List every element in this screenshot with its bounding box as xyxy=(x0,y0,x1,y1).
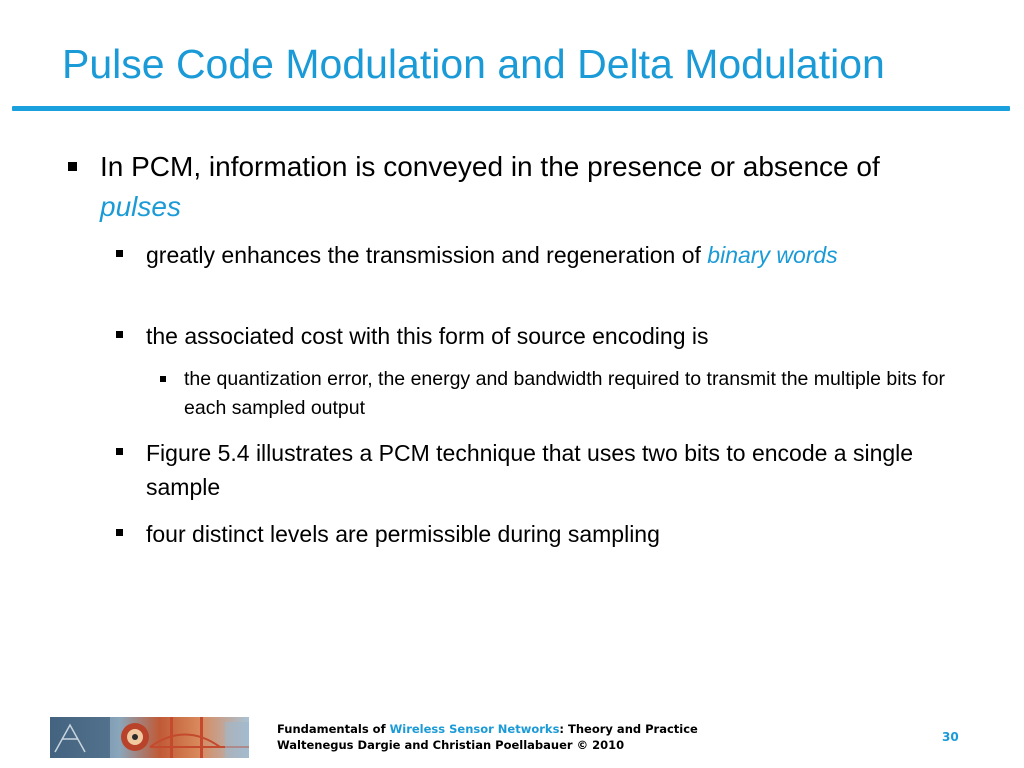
bullet-item xyxy=(146,517,936,551)
square-bullet-icon xyxy=(116,448,123,455)
banner-collage-icon xyxy=(50,717,249,758)
square-bullet-icon xyxy=(160,376,166,382)
square-bullet-icon xyxy=(116,250,123,257)
footer-prefix: Fundamentals of xyxy=(277,722,390,736)
bullet-item xyxy=(146,238,936,272)
footer-suffix: : Theory and Practice xyxy=(559,722,698,736)
bullet-item xyxy=(146,436,936,504)
page-number: 30 xyxy=(942,730,959,744)
bullet-text: the associated cost with this form of source encoding is xyxy=(146,323,709,349)
footer-credits xyxy=(277,721,698,753)
footer-line-1 xyxy=(277,721,698,737)
bullet-item xyxy=(184,365,974,423)
footer-line-2: Waltenegus Dargie and Christian Poellabauer © 2010 xyxy=(277,738,625,752)
bullet-text: Figure 5.4 illustrates a PCM technique that uses two bits to encode a single sample xyxy=(146,440,914,500)
bullet-item xyxy=(100,147,920,227)
bullet-highlight: binary words xyxy=(707,242,838,268)
bullet-highlight: pulses xyxy=(100,191,181,222)
title-underline xyxy=(12,106,1010,111)
square-bullet-icon xyxy=(68,162,77,171)
square-bullet-icon xyxy=(116,331,123,338)
bullet-text: the quantization error, the energy and bandwidth required to transmit the multiple bits for each sampled output xyxy=(184,368,945,419)
bullet-text: four distinct levels are permissible during sampling xyxy=(146,521,660,547)
footer-banner-image xyxy=(50,717,249,758)
bullet-text: greatly enhances the transmission and regeneration of xyxy=(146,242,708,268)
bullet-text: In PCM, information is conveyed in the presence or absence of xyxy=(100,151,880,182)
square-bullet-icon xyxy=(116,529,123,536)
footer-book-title: Wireless Sensor Networks xyxy=(389,722,560,736)
slide-title: Pulse Code Modulation and Delta Modulation xyxy=(62,41,885,87)
bullet-item xyxy=(146,319,936,353)
